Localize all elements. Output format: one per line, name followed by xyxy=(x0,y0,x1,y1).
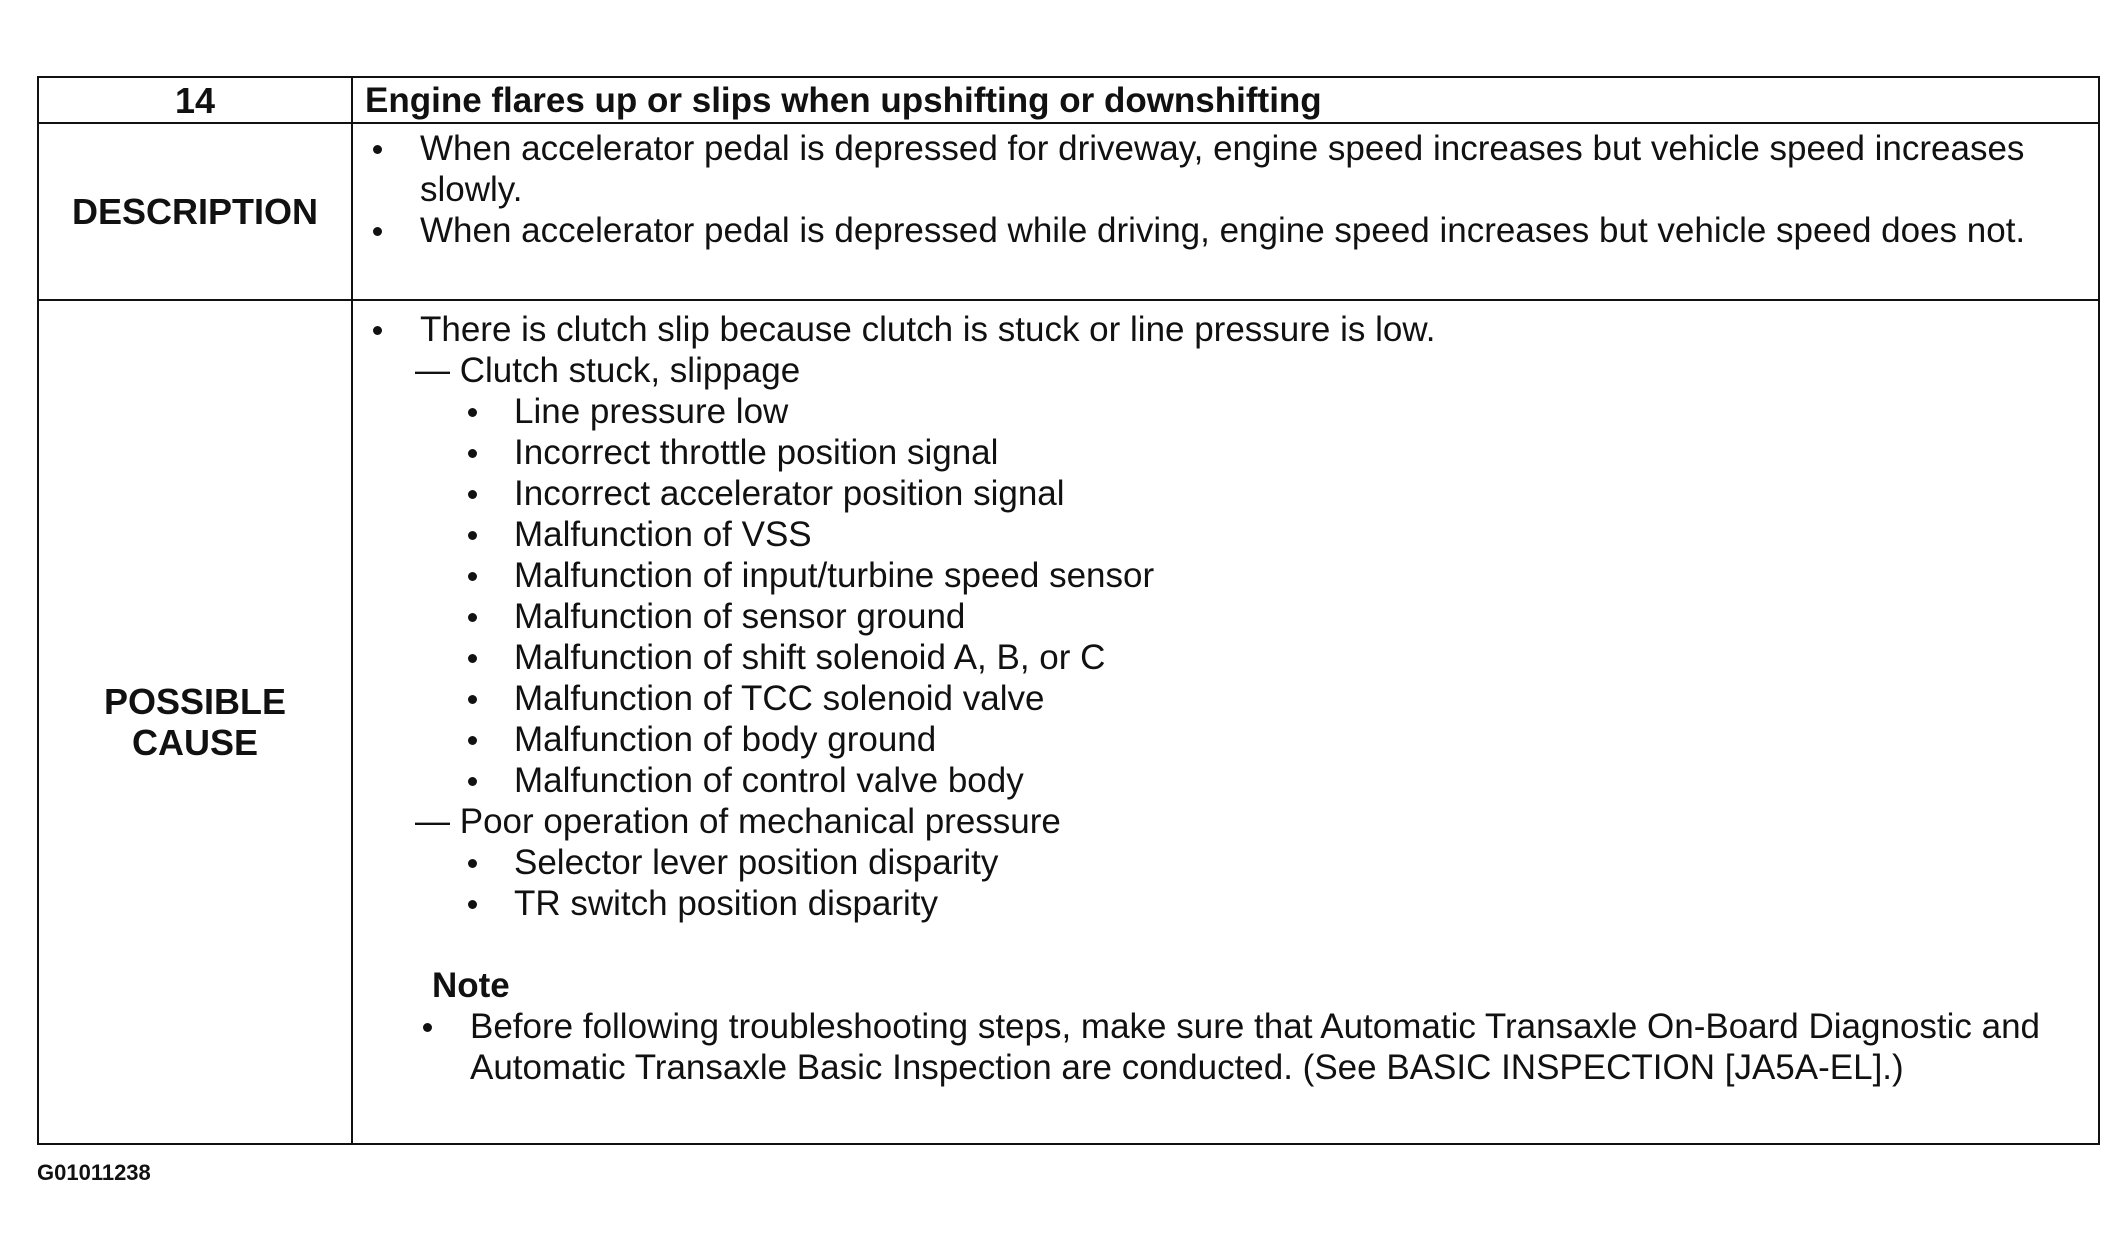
bullet-icon xyxy=(468,777,477,786)
bullet-icon xyxy=(423,1023,432,1032)
possible-cause-row xyxy=(39,301,2098,1143)
cause-list-item-text: Malfunction of control valve body xyxy=(514,761,1024,800)
cause-list-item-text: Incorrect accelerator position signal xyxy=(514,474,1065,513)
note-text: Before following troubleshooting steps, make sure that Automatic Transaxle On-Board Diagnostic and Automatic Transaxle Basic Inspection are conducted. (See BASIC INSPECTION [JA5A-EL].) xyxy=(470,1007,2041,1087)
cause-list-item xyxy=(509,842,2098,883)
cause-list-item-text: TR switch position disparity xyxy=(514,884,939,923)
bullet-icon xyxy=(468,900,477,909)
cause-list-item xyxy=(509,883,2098,924)
possible-cause-label-line1: POSSIBLE xyxy=(103,681,287,722)
cause-list-item xyxy=(509,473,2098,514)
cause-list-item xyxy=(509,719,2098,760)
table-header-row xyxy=(39,78,2098,124)
bullet-icon xyxy=(468,695,477,704)
symptom-title: Engine flares up or slips when upshifting or downshifting xyxy=(365,80,1322,120)
cause-list-item xyxy=(509,391,2098,432)
bullet-icon xyxy=(373,145,382,154)
description-item xyxy=(415,210,2098,251)
cause-list-item xyxy=(509,637,2098,678)
cause-main-item xyxy=(415,309,2098,350)
bullet-icon xyxy=(468,490,477,499)
bullet-icon xyxy=(468,859,477,868)
bullet-icon xyxy=(468,572,477,581)
cause-list-item-text: Malfunction of VSS xyxy=(514,515,812,554)
description-content xyxy=(353,124,2098,299)
bullet-icon xyxy=(468,654,477,663)
possible-cause-content xyxy=(353,301,2098,1143)
bullet-icon xyxy=(468,613,477,622)
cause-list-item-text: Line pressure low xyxy=(514,392,789,431)
cause-list-item-text: Selector lever position disparity xyxy=(514,843,999,882)
figure-id: G01011238 xyxy=(37,1160,151,1185)
cause-list-item-text: Incorrect throttle position signal xyxy=(514,433,999,472)
cause-group-heading: — Clutch stuck, slippage xyxy=(415,351,801,390)
possible-cause-label-line2: CAUSE xyxy=(131,722,258,763)
cause-list-item-text: Malfunction of body ground xyxy=(514,720,937,759)
note-item xyxy=(465,1006,2098,1088)
description-item xyxy=(415,128,2098,210)
bullet-icon xyxy=(468,531,477,540)
cause-list-item xyxy=(509,432,2098,473)
cause-list-item-text: Malfunction of input/turbine speed sensor xyxy=(514,556,1155,595)
description-label: DESCRIPTION xyxy=(39,124,353,299)
note-title: Note xyxy=(432,966,510,1005)
cause-list-item xyxy=(509,760,2098,801)
description-item-text: When accelerator pedal is depressed for driveway, engine speed increases but vehicle speed increases slowly. xyxy=(420,129,2025,209)
troubleshooting-table xyxy=(37,76,2100,1145)
cause-list-item xyxy=(509,514,2098,555)
bullet-icon xyxy=(468,736,477,745)
description-row xyxy=(39,124,2098,301)
description-item-text: When accelerator pedal is depressed while driving, engine speed increases but vehicle speed does not. xyxy=(420,211,2026,250)
cause-main-text: There is clutch slip because clutch is stuck or line pressure is low. xyxy=(420,310,1436,349)
cause-list-item-text: Malfunction of shift solenoid A, B, or C xyxy=(514,638,1106,677)
bullet-icon xyxy=(373,227,382,236)
cause-list-item xyxy=(509,596,2098,637)
bullet-icon xyxy=(468,408,477,417)
cause-list-item-text: Malfunction of sensor ground xyxy=(514,597,966,636)
cause-group-heading: — Poor operation of mechanical pressure xyxy=(415,802,1061,841)
possible-cause-label xyxy=(39,301,353,1143)
symptom-number: 14 xyxy=(39,78,353,122)
bullet-icon xyxy=(468,449,477,458)
cause-list-item-text: Malfunction of TCC solenoid valve xyxy=(514,679,1045,718)
cause-list-item xyxy=(509,555,2098,596)
bullet-icon xyxy=(373,326,382,335)
cause-list-item xyxy=(509,678,2098,719)
